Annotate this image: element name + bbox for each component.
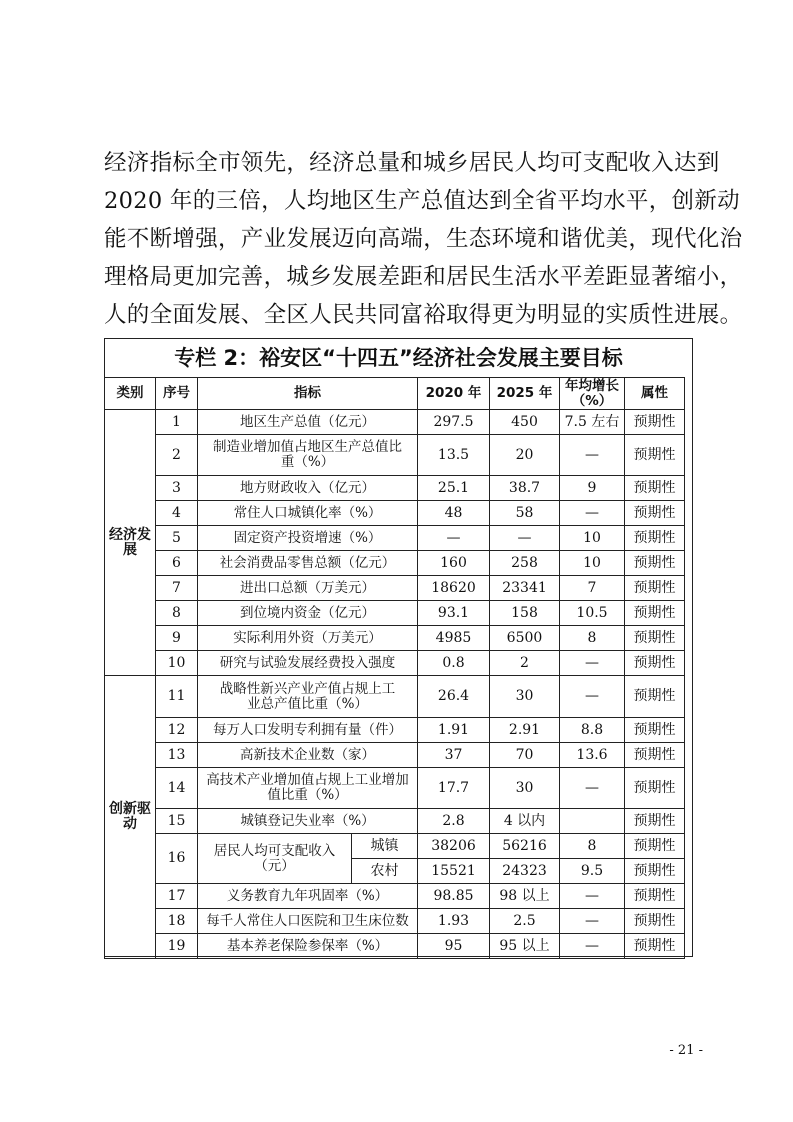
row-growth: — bbox=[560, 651, 625, 676]
row-2020: 297.5 bbox=[418, 410, 490, 435]
row-sub-label: 农村 bbox=[352, 859, 418, 884]
row-2025: 24323 bbox=[490, 859, 560, 884]
row-attr: 预期性 bbox=[625, 651, 685, 676]
row-indicator: 研究与试验发展经费投入强度 bbox=[198, 651, 418, 676]
paragraph-line: 人的全面发展、全区人民共同富裕取得更为明显的实质性进展。 bbox=[104, 302, 743, 328]
row-no: 16 bbox=[156, 834, 198, 884]
header-growth: 年均增长（%） bbox=[560, 378, 625, 410]
row-2025: 4 以内 bbox=[490, 809, 560, 834]
row-no: 19 bbox=[156, 934, 198, 959]
row-attr: 预期性 bbox=[625, 909, 685, 934]
table-row bbox=[105, 934, 685, 959]
body-paragraph bbox=[104, 144, 743, 334]
table-row bbox=[105, 551, 685, 576]
header-2025: 2025 年 bbox=[490, 378, 560, 410]
row-2025: 6500 bbox=[490, 626, 560, 651]
row-no: 13 bbox=[156, 743, 198, 768]
row-2020: 4985 bbox=[418, 626, 490, 651]
row-no: 12 bbox=[156, 718, 198, 743]
row-2020: 2.8 bbox=[418, 809, 490, 834]
table-row bbox=[105, 718, 685, 743]
header-row bbox=[105, 378, 685, 410]
table-row bbox=[105, 651, 685, 676]
row-2020: 48 bbox=[418, 501, 490, 526]
row-2025: 30 bbox=[490, 768, 560, 809]
row-no: 3 bbox=[156, 476, 198, 501]
row-indicator: 城镇登记失业率（%） bbox=[198, 809, 418, 834]
row-growth: 8 bbox=[560, 626, 625, 651]
paragraph-line: 能不断增强，产业发展迈向高端，生态环境和谐优美，现代化治 bbox=[104, 226, 743, 252]
row-2020: 15521 bbox=[418, 859, 490, 884]
row-indicator: 制造业增加值占地区生产总值比重（%） bbox=[198, 435, 418, 476]
row-2025: 2.91 bbox=[490, 718, 560, 743]
category-innovation: 创新驱动 bbox=[105, 676, 156, 959]
row-no: 18 bbox=[156, 909, 198, 934]
target-box bbox=[104, 338, 693, 957]
row-indicator: 到位境内资金（亿元） bbox=[198, 601, 418, 626]
row-indicator: 义务教育九年巩固率（%） bbox=[198, 884, 418, 909]
table-row bbox=[105, 476, 685, 501]
row-2020: 1.93 bbox=[418, 909, 490, 934]
row-sub-label: 城镇 bbox=[352, 834, 418, 859]
row-growth: 10.5 bbox=[560, 601, 625, 626]
row-2025: 20 bbox=[490, 435, 560, 476]
row-2025: 23341 bbox=[490, 576, 560, 601]
row-growth: 7.5 左右 bbox=[560, 410, 625, 435]
row-attr: 预期性 bbox=[625, 809, 685, 834]
row-growth: 13.6 bbox=[560, 743, 625, 768]
row-growth: 9 bbox=[560, 476, 625, 501]
table-row bbox=[105, 809, 685, 834]
row-2025: 2 bbox=[490, 651, 560, 676]
row-2020: 1.91 bbox=[418, 718, 490, 743]
row-growth: 7 bbox=[560, 576, 625, 601]
targets-table bbox=[104, 377, 685, 959]
row-no: 2 bbox=[156, 435, 198, 476]
row-indicator: 每万人口发明专利拥有量（件） bbox=[198, 718, 418, 743]
row-2025: 158 bbox=[490, 601, 560, 626]
table-row bbox=[105, 768, 685, 809]
table-row bbox=[105, 435, 685, 476]
table-row bbox=[105, 526, 685, 551]
table-row bbox=[105, 601, 685, 626]
row-growth: 9.5 bbox=[560, 859, 625, 884]
row-2025: 56216 bbox=[490, 834, 560, 859]
row-2025: 450 bbox=[490, 410, 560, 435]
paragraph-line: 2020 年的三倍，人均地区生产总值达到全省平均水平，创新动 bbox=[104, 188, 740, 214]
header-category: 类别 bbox=[105, 378, 156, 410]
row-growth: 8 bbox=[560, 834, 625, 859]
paragraph-line: 经济指标全市领先，经济总量和城乡居民人均可支配收入达到 bbox=[104, 150, 720, 176]
paragraph-line: 理格局更加完善，城乡发展差距和居民生活水平差距显著缩小， bbox=[104, 264, 743, 290]
row-indicator: 社会消费品零售总额（亿元） bbox=[198, 551, 418, 576]
row-attr: 预期性 bbox=[625, 743, 685, 768]
row-2025: 30 bbox=[490, 676, 560, 718]
row-growth: — bbox=[560, 909, 625, 934]
row-attr: 预期性 bbox=[625, 768, 685, 809]
row-2025: 258 bbox=[490, 551, 560, 576]
row-2020: 38206 bbox=[418, 834, 490, 859]
row-2025: 70 bbox=[490, 743, 560, 768]
header-indicator: 指标 bbox=[198, 378, 418, 410]
row-attr: 预期性 bbox=[625, 718, 685, 743]
row-attr: 预期性 bbox=[625, 834, 685, 859]
row-growth: — bbox=[560, 884, 625, 909]
row-growth: — bbox=[560, 676, 625, 718]
row-2020: 98.85 bbox=[418, 884, 490, 909]
row-attr: 预期性 bbox=[625, 676, 685, 718]
row-no: 17 bbox=[156, 884, 198, 909]
row-no: 8 bbox=[156, 601, 198, 626]
row-growth: — bbox=[560, 501, 625, 526]
row-growth bbox=[560, 809, 625, 834]
row-2025: 98 以上 bbox=[490, 884, 560, 909]
row-attr: 预期性 bbox=[625, 435, 685, 476]
page-number: - 21 - bbox=[669, 1043, 703, 1058]
table-row bbox=[105, 909, 685, 934]
header-attr: 属性 bbox=[625, 378, 685, 410]
row-2025: 95 以上 bbox=[490, 934, 560, 959]
row-indicator: 实际利用外资（万美元） bbox=[198, 626, 418, 651]
header-no: 序号 bbox=[156, 378, 198, 410]
row-indicator: 居民人均可支配收入（元） bbox=[198, 834, 352, 884]
row-2020: 26.4 bbox=[418, 676, 490, 718]
row-indicator: 基本养老保险参保率（%） bbox=[198, 934, 418, 959]
row-indicator: 每千人常住人口医院和卫生床位数 bbox=[198, 909, 418, 934]
row-2025: 2.5 bbox=[490, 909, 560, 934]
row-indicator: 进出口总额（万美元） bbox=[198, 576, 418, 601]
row-attr: 预期性 bbox=[625, 576, 685, 601]
table-row bbox=[105, 576, 685, 601]
row-indicator: 高技术产业增加值占规上工业增加值比重（%） bbox=[198, 768, 418, 809]
table-row bbox=[105, 626, 685, 651]
row-2025: 38.7 bbox=[490, 476, 560, 501]
box-title: 专栏 2：裕安区“十四五”经济社会发展主要目标 bbox=[174, 346, 623, 370]
table-row bbox=[105, 884, 685, 909]
row-no: 1 bbox=[156, 410, 198, 435]
row-no: 5 bbox=[156, 526, 198, 551]
row-attr: 预期性 bbox=[625, 526, 685, 551]
row-attr: 预期性 bbox=[625, 410, 685, 435]
row-no: 4 bbox=[156, 501, 198, 526]
row-indicator: 地方财政收入（亿元） bbox=[198, 476, 418, 501]
row-2020: 37 bbox=[418, 743, 490, 768]
category-economy: 经济发展 bbox=[105, 410, 156, 676]
row-2020: 13.5 bbox=[418, 435, 490, 476]
row-2025: 58 bbox=[490, 501, 560, 526]
row-growth: — bbox=[560, 768, 625, 809]
header-2020: 2020 年 bbox=[418, 378, 490, 410]
row-2020: 18620 bbox=[418, 576, 490, 601]
row-2025: — bbox=[490, 526, 560, 551]
row-2020: 93.1 bbox=[418, 601, 490, 626]
row-attr: 预期性 bbox=[625, 551, 685, 576]
table-row bbox=[105, 501, 685, 526]
row-2020: 0.8 bbox=[418, 651, 490, 676]
row-attr: 预期性 bbox=[625, 934, 685, 959]
row-growth: 10 bbox=[560, 526, 625, 551]
row-growth: 10 bbox=[560, 551, 625, 576]
row-2020: 17.7 bbox=[418, 768, 490, 809]
row-attr: 预期性 bbox=[625, 859, 685, 884]
row-2020: 25.1 bbox=[418, 476, 490, 501]
row-2020: — bbox=[418, 526, 490, 551]
row-no: 11 bbox=[156, 676, 198, 718]
row-attr: 预期性 bbox=[625, 501, 685, 526]
row-2020: 160 bbox=[418, 551, 490, 576]
row-attr: 预期性 bbox=[625, 884, 685, 909]
row-no: 6 bbox=[156, 551, 198, 576]
row-attr: 预期性 bbox=[625, 601, 685, 626]
row-attr: 预期性 bbox=[625, 626, 685, 651]
row-no: 7 bbox=[156, 576, 198, 601]
row-attr: 预期性 bbox=[625, 476, 685, 501]
row-no: 10 bbox=[156, 651, 198, 676]
row-no: 15 bbox=[156, 809, 198, 834]
row-growth: 8.8 bbox=[560, 718, 625, 743]
table-row bbox=[105, 834, 685, 859]
row-indicator: 常住人口城镇化率（%） bbox=[198, 501, 418, 526]
row-indicator: 战略性新兴产业产值占规上工业总产值比重（%） bbox=[198, 676, 418, 718]
row-no: 14 bbox=[156, 768, 198, 809]
row-indicator: 高新技术企业数（家） bbox=[198, 743, 418, 768]
table-row bbox=[105, 410, 685, 435]
row-growth: — bbox=[560, 435, 625, 476]
row-indicator: 地区生产总值（亿元） bbox=[198, 410, 418, 435]
table-row bbox=[105, 743, 685, 768]
row-growth: — bbox=[560, 934, 625, 959]
row-2020: 95 bbox=[418, 934, 490, 959]
row-indicator: 固定资产投资增速（%） bbox=[198, 526, 418, 551]
row-no: 9 bbox=[156, 626, 198, 651]
table-row bbox=[105, 676, 685, 718]
